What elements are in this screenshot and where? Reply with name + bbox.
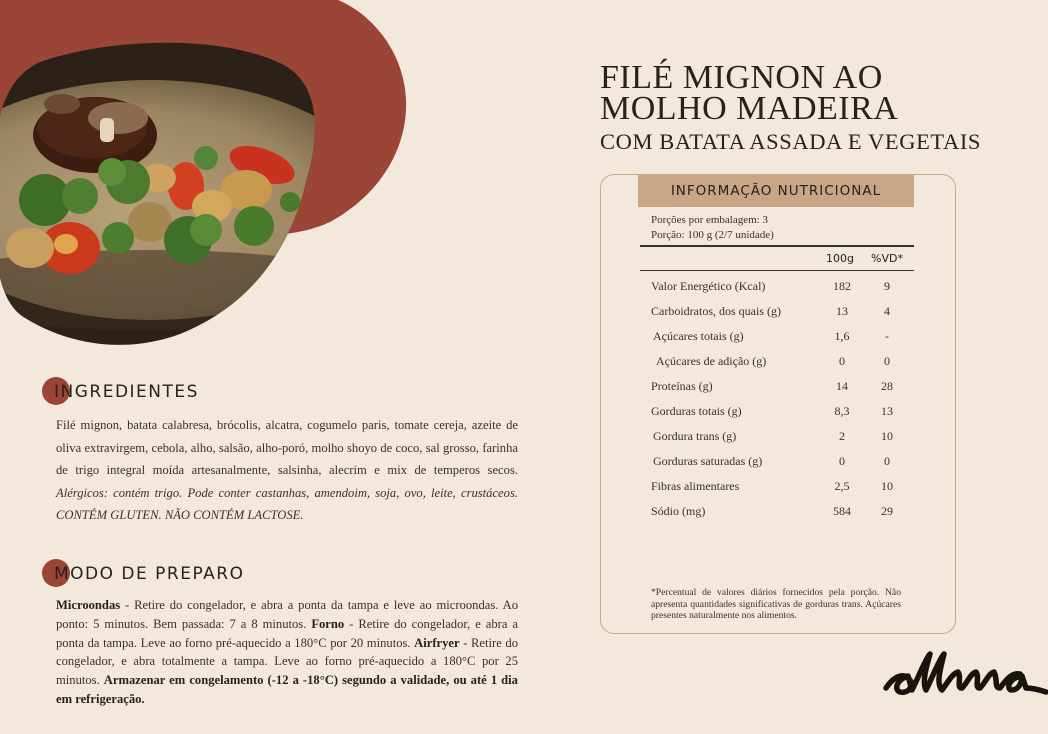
nutrition-row — [640, 377, 914, 397]
nutrition-header-divider — [640, 270, 914, 271]
nutrition-heading: INFORMAÇÃO NUTRICIONAL — [638, 174, 914, 207]
nutrient-value-100g: 2,5 — [834, 479, 850, 493]
nutrient-label: Açúcares de adição (g) — [656, 354, 767, 368]
serving-info — [651, 213, 774, 243]
nutrient-label: Valor Energético (Kcal) — [651, 279, 766, 293]
nutrient-value-vd: 10 — [881, 479, 893, 493]
nutrition-divider — [640, 245, 914, 247]
preparation-text — [56, 596, 518, 709]
nutrition-row — [640, 302, 914, 322]
nutrient-label: Proteínas (g) — [651, 379, 713, 393]
ingredients-heading: INGREDIENTES — [54, 382, 199, 402]
servings-per-package: Porções por embalagem: 3 — [651, 214, 768, 226]
allma-logo — [882, 648, 1048, 704]
nutrition-row — [640, 477, 914, 497]
nutrient-label: Gorduras totais (g) — [651, 404, 742, 418]
ingredients-text — [56, 414, 518, 527]
nutrient-value-vd: 29 — [881, 504, 893, 518]
microwave-label: Microondas — [56, 598, 121, 612]
nutrient-label: Carboidratos, dos quais (g) — [651, 304, 781, 318]
storage-instructions: Armazenar em congelamento (-12 a -18°C) segundo a validade, ou até 1 dia em refrigeração. — [56, 673, 518, 706]
nutrient-value-vd: 9 — [884, 279, 890, 293]
serving-size: Porção: 100 g (2/7 unidade) — [651, 229, 774, 241]
product-title-line2: MOLHO MADEIRA — [600, 90, 899, 127]
nutrient-value-vd: 4 — [884, 304, 890, 318]
product-subtitle: COM BATATA ASSADA E VEGETAIS — [600, 129, 982, 154]
oven-instructions: - Retire do congelador, e abra a ponta da tampa. Leve ao forno pré-aquecido a 180°C por 20 minutos. — [56, 616, 518, 650]
nutrition-row — [640, 402, 914, 422]
nutrition-row — [640, 352, 914, 372]
airfryer-label: Airfryer — [414, 635, 460, 650]
nutrient-value-100g: 2 — [839, 429, 845, 443]
nutrient-value-vd: 0 — [884, 454, 890, 468]
nutrition-footnote: *Percentual de valores diários fornecidos pela porção. Não apresenta quantidades significativas de gorduras trans. Açúcares presentes naturalmente nos alimentos. — [651, 587, 901, 622]
nutrient-label: Sódio (mg) — [651, 504, 706, 518]
nutrient-value-100g: 0 — [839, 354, 845, 368]
nutrition-row — [640, 427, 914, 447]
nutrition-row — [640, 452, 914, 472]
allergen-warning: Alérgicos: contém trigo. Pode conter castanhas, amendoim, soja, ovo, leite, crustáceos. CONTÉM GLUTEN. NÃO CONTÉM LACTOSE. — [56, 485, 518, 523]
nutrition-row — [640, 277, 914, 297]
nutrient-value-100g: 0 — [839, 454, 845, 468]
column-header-100g: 100g — [826, 252, 854, 265]
product-title-line1: FILÉ MIGNON AO — [600, 59, 883, 96]
nutrient-value-100g: 1,6 — [834, 329, 850, 343]
nutrient-value-100g: 13 — [836, 304, 848, 318]
nutrition-row — [640, 502, 914, 522]
dish-photo — [0, 0, 340, 350]
nutrient-value-vd: 13 — [881, 404, 893, 418]
airfryer-instructions: - Retire do congelador, e abra totalmente a tampa. Leve ao forno pré-aquecido a 180°C por 25 minutos. — [56, 635, 518, 688]
nutrient-value-vd: 28 — [881, 379, 893, 393]
preparation-heading: MODO DE PREPARO — [54, 564, 245, 584]
nutrient-value-100g: 584 — [833, 504, 851, 518]
nutrient-label: Fibras alimentares — [651, 479, 740, 493]
nutrient-value-100g: 8,3 — [834, 404, 850, 418]
nutrient-label: Gordura trans (g) — [653, 429, 737, 443]
microwave-instructions: - Retire do congelador, e abra a ponta da tampa e leve ao microondas. Ao ponto: 5 minutos. Bem passada: 7 a 8 minutos. — [56, 598, 518, 631]
nutrient-value-vd: 10 — [881, 429, 893, 443]
nutrient-value-100g: 14 — [836, 379, 848, 393]
nutrient-value-100g: 182 — [833, 279, 851, 293]
column-header-vd: %VD* — [871, 252, 903, 265]
product-title — [600, 59, 899, 127]
oven-label: Forno — [311, 616, 345, 631]
nutrient-value-vd: 0 — [884, 354, 890, 368]
nutrient-value-vd: - — [885, 329, 889, 343]
ingredients-list: Filé mignon, batata calabresa, brócolis, alcatra, cogumelo paris, tomate cereja, azeite de oliva extravirgem, cebola, alho, salsão, alho-poró, molho shoyo de coco, sal grosso, farinha de trigo integral moída artesanalmente, salsinha, alecrim e mix de temperos secos. — [56, 418, 518, 478]
nutrition-row — [640, 327, 914, 347]
nutrient-label: Açúcares totais (g) — [653, 329, 744, 343]
nutrient-label: Gorduras saturadas (g) — [653, 454, 763, 468]
